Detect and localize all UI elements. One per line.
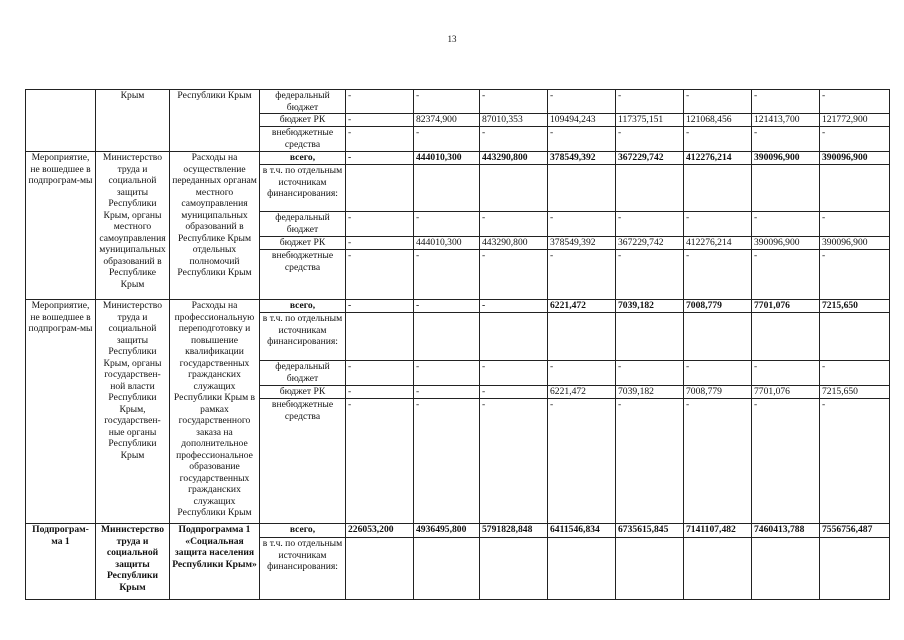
value-cell: 109494,243 xyxy=(548,114,616,127)
value-cell: - xyxy=(414,212,480,237)
value-cell xyxy=(346,313,414,361)
value-cell: - xyxy=(684,212,752,237)
executor-cell: Крым xyxy=(96,90,170,152)
value-cell: - xyxy=(684,399,752,524)
value-cell: - xyxy=(820,90,890,114)
value-cell: 367229,742 xyxy=(616,152,684,165)
table-row xyxy=(26,90,890,114)
value-cell: 7039,182 xyxy=(616,386,684,399)
executor-cell: Министерство труда и социальной защиты Республики Крым xyxy=(96,524,170,600)
value-cell xyxy=(414,313,480,361)
value-cell xyxy=(548,538,616,600)
value-cell xyxy=(616,165,684,212)
value-cell: - xyxy=(820,127,890,152)
value-cell: 7215,650 xyxy=(820,300,890,313)
source-cell: бюджет РК xyxy=(260,237,346,250)
value-cell: - xyxy=(346,399,414,524)
value-cell: - xyxy=(752,127,820,152)
value-cell: - xyxy=(684,361,752,386)
value-cell: - xyxy=(820,250,890,300)
value-cell xyxy=(684,538,752,600)
value-cell: - xyxy=(346,237,414,250)
value-cell: - xyxy=(480,90,548,114)
value-cell xyxy=(616,538,684,600)
value-cell xyxy=(480,538,548,600)
value-cell: - xyxy=(414,399,480,524)
value-cell xyxy=(480,165,548,212)
value-cell: 121068,456 xyxy=(684,114,752,127)
description-cell: Подпрограмма 1 «Социальная защита населения Республики Крым» xyxy=(170,524,260,600)
value-cell: 7701,076 xyxy=(752,386,820,399)
value-cell: 367229,742 xyxy=(616,237,684,250)
value-cell: - xyxy=(414,250,480,300)
value-cell: - xyxy=(616,361,684,386)
table-row xyxy=(26,524,890,538)
value-cell: 117375,151 xyxy=(616,114,684,127)
activity-cell: Мероприятие, не вошедшее в подпрограм-мы xyxy=(26,300,96,524)
value-cell: - xyxy=(820,399,890,524)
value-cell: 7008,779 xyxy=(684,386,752,399)
value-cell: 378549,392 xyxy=(548,237,616,250)
value-cell xyxy=(414,538,480,600)
description-cell: Республики Крым xyxy=(170,90,260,152)
value-cell xyxy=(616,313,684,361)
value-cell: - xyxy=(752,212,820,237)
value-cell: - xyxy=(414,386,480,399)
value-cell: - xyxy=(548,399,616,524)
source-cell: всего, xyxy=(260,300,346,313)
value-cell: 443290,800 xyxy=(480,152,548,165)
value-cell: - xyxy=(616,90,684,114)
value-cell: - xyxy=(346,127,414,152)
value-cell: 6221,472 xyxy=(548,386,616,399)
value-cell: 7039,182 xyxy=(616,300,684,313)
value-cell xyxy=(548,165,616,212)
value-cell: - xyxy=(684,250,752,300)
value-cell: - xyxy=(346,212,414,237)
value-cell xyxy=(820,538,890,600)
value-cell: 390096,900 xyxy=(820,237,890,250)
executor-cell: Министерство труда и социальной защиты Республики Крым, органы государствен-ной власти Республики Крым, государствен-ные органы Республики Крым xyxy=(96,300,170,524)
value-cell: - xyxy=(346,152,414,165)
source-cell: внебюджетные средства xyxy=(260,127,346,152)
value-cell: - xyxy=(480,127,548,152)
value-cell: - xyxy=(684,127,752,152)
value-cell: 443290,800 xyxy=(480,237,548,250)
value-cell: 7701,076 xyxy=(752,300,820,313)
value-cell: - xyxy=(414,300,480,313)
value-cell: - xyxy=(548,90,616,114)
value-cell: - xyxy=(414,361,480,386)
value-cell: 6221,472 xyxy=(548,300,616,313)
value-cell xyxy=(752,538,820,600)
value-cell: - xyxy=(752,361,820,386)
value-cell: 390096,900 xyxy=(752,152,820,165)
value-cell: - xyxy=(616,250,684,300)
value-cell: - xyxy=(414,90,480,114)
value-cell xyxy=(346,165,414,212)
value-cell: - xyxy=(346,300,414,313)
description-cell: Расходы на осуществление переданных органам местного самоуправления муниципальных образований в Республике Крым отдельных полномочий Республики Крым xyxy=(170,152,260,300)
value-cell: 390096,900 xyxy=(820,152,890,165)
value-cell: 444010,300 xyxy=(414,152,480,165)
value-cell: 412276,214 xyxy=(684,152,752,165)
table-row xyxy=(26,152,890,165)
value-cell: - xyxy=(752,399,820,524)
value-cell: 4936495,800 xyxy=(414,524,480,538)
value-cell: 7141107,482 xyxy=(684,524,752,538)
activity-cell: Подпрограм-ма 1 xyxy=(26,524,96,600)
value-cell xyxy=(684,313,752,361)
value-cell xyxy=(548,313,616,361)
value-cell: 82374,900 xyxy=(414,114,480,127)
table-row xyxy=(26,300,890,313)
source-cell: внебюджетные средства xyxy=(260,399,346,524)
description-cell: Расходы на профессиональную переподготовку и повышение квалификации государственных гражданских служащих Республики Крым в рамках государственного заказа на дополнительное профессиональное образование государственных гражданских служащих Республики Крым xyxy=(170,300,260,524)
value-cell xyxy=(346,538,414,600)
executor-cell: Министерство труда и социальной защиты Республики Крым, органы местного самоуправления муниципальных образований в Республике Крым xyxy=(96,152,170,300)
source-cell: бюджет РК xyxy=(260,386,346,399)
value-cell xyxy=(752,313,820,361)
value-cell: - xyxy=(548,250,616,300)
value-cell xyxy=(752,165,820,212)
value-cell: 226053,200 xyxy=(346,524,414,538)
page-number: 13 xyxy=(447,34,457,44)
value-cell: 7556756,487 xyxy=(820,524,890,538)
value-cell: - xyxy=(752,250,820,300)
value-cell: 7460413,788 xyxy=(752,524,820,538)
activity-cell xyxy=(26,90,96,152)
value-cell: - xyxy=(346,90,414,114)
value-cell: - xyxy=(480,361,548,386)
value-cell: - xyxy=(480,300,548,313)
value-cell: 7215,650 xyxy=(820,386,890,399)
value-cell: 5791828,848 xyxy=(480,524,548,538)
value-cell: - xyxy=(414,127,480,152)
value-cell: 378549,392 xyxy=(548,152,616,165)
value-cell: - xyxy=(684,90,752,114)
budget-table xyxy=(25,89,890,600)
source-cell: в т.ч. по отдельным источникам финансирования: xyxy=(260,313,346,361)
value-cell: 6735615,845 xyxy=(616,524,684,538)
value-cell: - xyxy=(548,361,616,386)
value-cell: - xyxy=(346,386,414,399)
value-cell xyxy=(820,165,890,212)
value-cell: - xyxy=(548,212,616,237)
value-cell: - xyxy=(346,114,414,127)
source-cell: федеральный бюджет xyxy=(260,361,346,386)
value-cell: - xyxy=(480,212,548,237)
source-cell: бюджет РК xyxy=(260,114,346,127)
source-cell: внебюджетные средства xyxy=(260,250,346,300)
value-cell: - xyxy=(616,127,684,152)
activity-cell: Мероприятие, не вошедшее в подпрограм-мы xyxy=(26,152,96,300)
value-cell xyxy=(820,313,890,361)
value-cell: - xyxy=(616,399,684,524)
value-cell: 444010,300 xyxy=(414,237,480,250)
source-cell: всего, xyxy=(260,152,346,165)
value-cell: - xyxy=(752,90,820,114)
value-cell: 412276,214 xyxy=(684,237,752,250)
source-cell: федеральный бюджет xyxy=(260,212,346,237)
value-cell: 6411546,834 xyxy=(548,524,616,538)
value-cell xyxy=(684,165,752,212)
value-cell: - xyxy=(480,250,548,300)
value-cell: 121772,900 xyxy=(820,114,890,127)
value-cell: - xyxy=(616,212,684,237)
source-cell: в т.ч. по отдельным источникам финансирования: xyxy=(260,538,346,600)
value-cell: - xyxy=(820,212,890,237)
value-cell: 390096,900 xyxy=(752,237,820,250)
value-cell: - xyxy=(820,361,890,386)
value-cell: 7008,779 xyxy=(684,300,752,313)
value-cell: - xyxy=(346,250,414,300)
value-cell: - xyxy=(480,386,548,399)
value-cell xyxy=(480,313,548,361)
value-cell: - xyxy=(480,399,548,524)
source-cell: в т.ч. по отдельным источникам финансирования: xyxy=(260,165,346,212)
value-cell: 87010,353 xyxy=(480,114,548,127)
value-cell xyxy=(414,165,480,212)
source-cell: всего, xyxy=(260,524,346,538)
value-cell: - xyxy=(548,127,616,152)
value-cell: - xyxy=(346,361,414,386)
value-cell: 121413,700 xyxy=(752,114,820,127)
source-cell: федеральный бюджет xyxy=(260,90,346,114)
